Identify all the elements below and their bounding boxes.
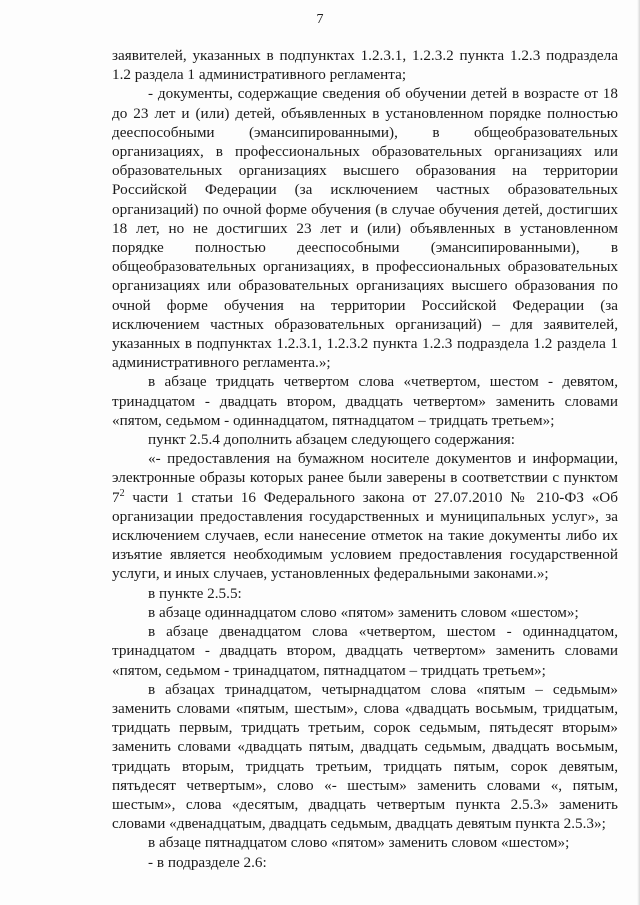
paragraph-10: в абзаце пятнадцатом слово «пятом» заменить словом «шестом»; [148,834,570,852]
paragraph-7: в абзаце одиннадцатом слово «пятом» заменить словом «шестом»; [148,603,579,621]
paragraph-3: в абзаце тридцать четвертом слова «четвертом, шестом - девятом, тринадцатом - двадцать втором, двадцать четвертом» заменить словами «пятом, седьмом - одиннадцатом, пятнадцатом – тридцать третьем»; [112,373,618,429]
paragraph-2: - документы, содержащие сведения об обучении детей в возрасте от 18 до 23 лет и (или) детей, объявленных в установленном порядке полностью дееспособными (эмансипированными), в общеобразовательных организациях, в профессиональных образовательных организациях или образовательных организациях высшего образования на территории Российской Федерации (за исключением частных образовательных организаций) по очной форме обучения (в случае обучения детей, достигших 18 лет, но не достигших 23 лет и (или) объявленных в установленном порядке полностью дееспособными (эмансипированными), в общеобразовательных организациях, в профессиональных образовательных организациях или образовательных организациях высшего образования по очной форме обучения на территории Российской Федерации (за исключением частных образовательных организаций) – для заявителей, указанных в подпунктах 1.2.3.1, 1.2.3.2 пункта 1.2.3 подраздела 1.2 раздела 1 административного регламента.»; [112,85,618,372]
paragraph-11: - в подразделе 2.6: [148,853,267,871]
paragraph-5-superscript: 2 [119,487,125,499]
paragraph-5-end: части 1 статьи 16 Федерального закона от 27.07.2010 № 210-ФЗ «Об организации предоставления государственных и муниципальных услуг», за исключением случаев, если нанесение отметок на такие документы либо их изъятие является необходимым условием предоставления государственной услуги, и иных случаев, установленных федеральными законами.»; [112,488,618,583]
paragraph-4: пункт 2.5.4 дополнить абзацем следующего содержания: [148,431,516,449]
page-number: 7 [316,12,324,27]
paragraph-9: в абзацах тринадцатом, четырнадцатом слова «пятым – седьмым» заменить словами «пятым, шестым», слова «двадцать восьмым, тридцатым, тридцать первым, тридцать третьим, сорок седьмым, пятьдесят вторым» заменить словами «двадцать пятым, двадцать седьмым, двадцать восьмым, тридцать вторым, тридцать третьим, тридцать пятым, сорок девятым, пятьдесят четвертым», слово «- шестым» заменить словами «, пятым, шестым», слова «десятым, двадцать четвертым пункта 2.5.3» заменить словами «двенадцатым, двадцать седьмым, двадцать девятым пункта 2.5.3»; [112,680,618,833]
paragraph-5 [112,449,618,583]
paragraph-1: заявителей, указанных в подпунктах 1.2.3.1, 1.2.3.2 пункта 1.2.3 подраздела 1.2 раздела 1 административного регламента; [112,47,618,84]
document-body [112,46,618,872]
paragraph-8: в абзаце двенадцатом слова «четвертом, шестом - одиннадцатом, тринадцатом - двадцать втором, двадцать четвертом» заменить словами «пятом, седьмом - тринадцатом, пятнадцатом – тридцать третьем»; [112,623,618,679]
paragraph-6: в пункте 2.5.5: [148,584,242,602]
paragraph-5-start: «- предоставления на бумажном носителе документов и информации, электронные образы которых ранее были заверены в соответствии с пунктом 7 [112,450,618,506]
